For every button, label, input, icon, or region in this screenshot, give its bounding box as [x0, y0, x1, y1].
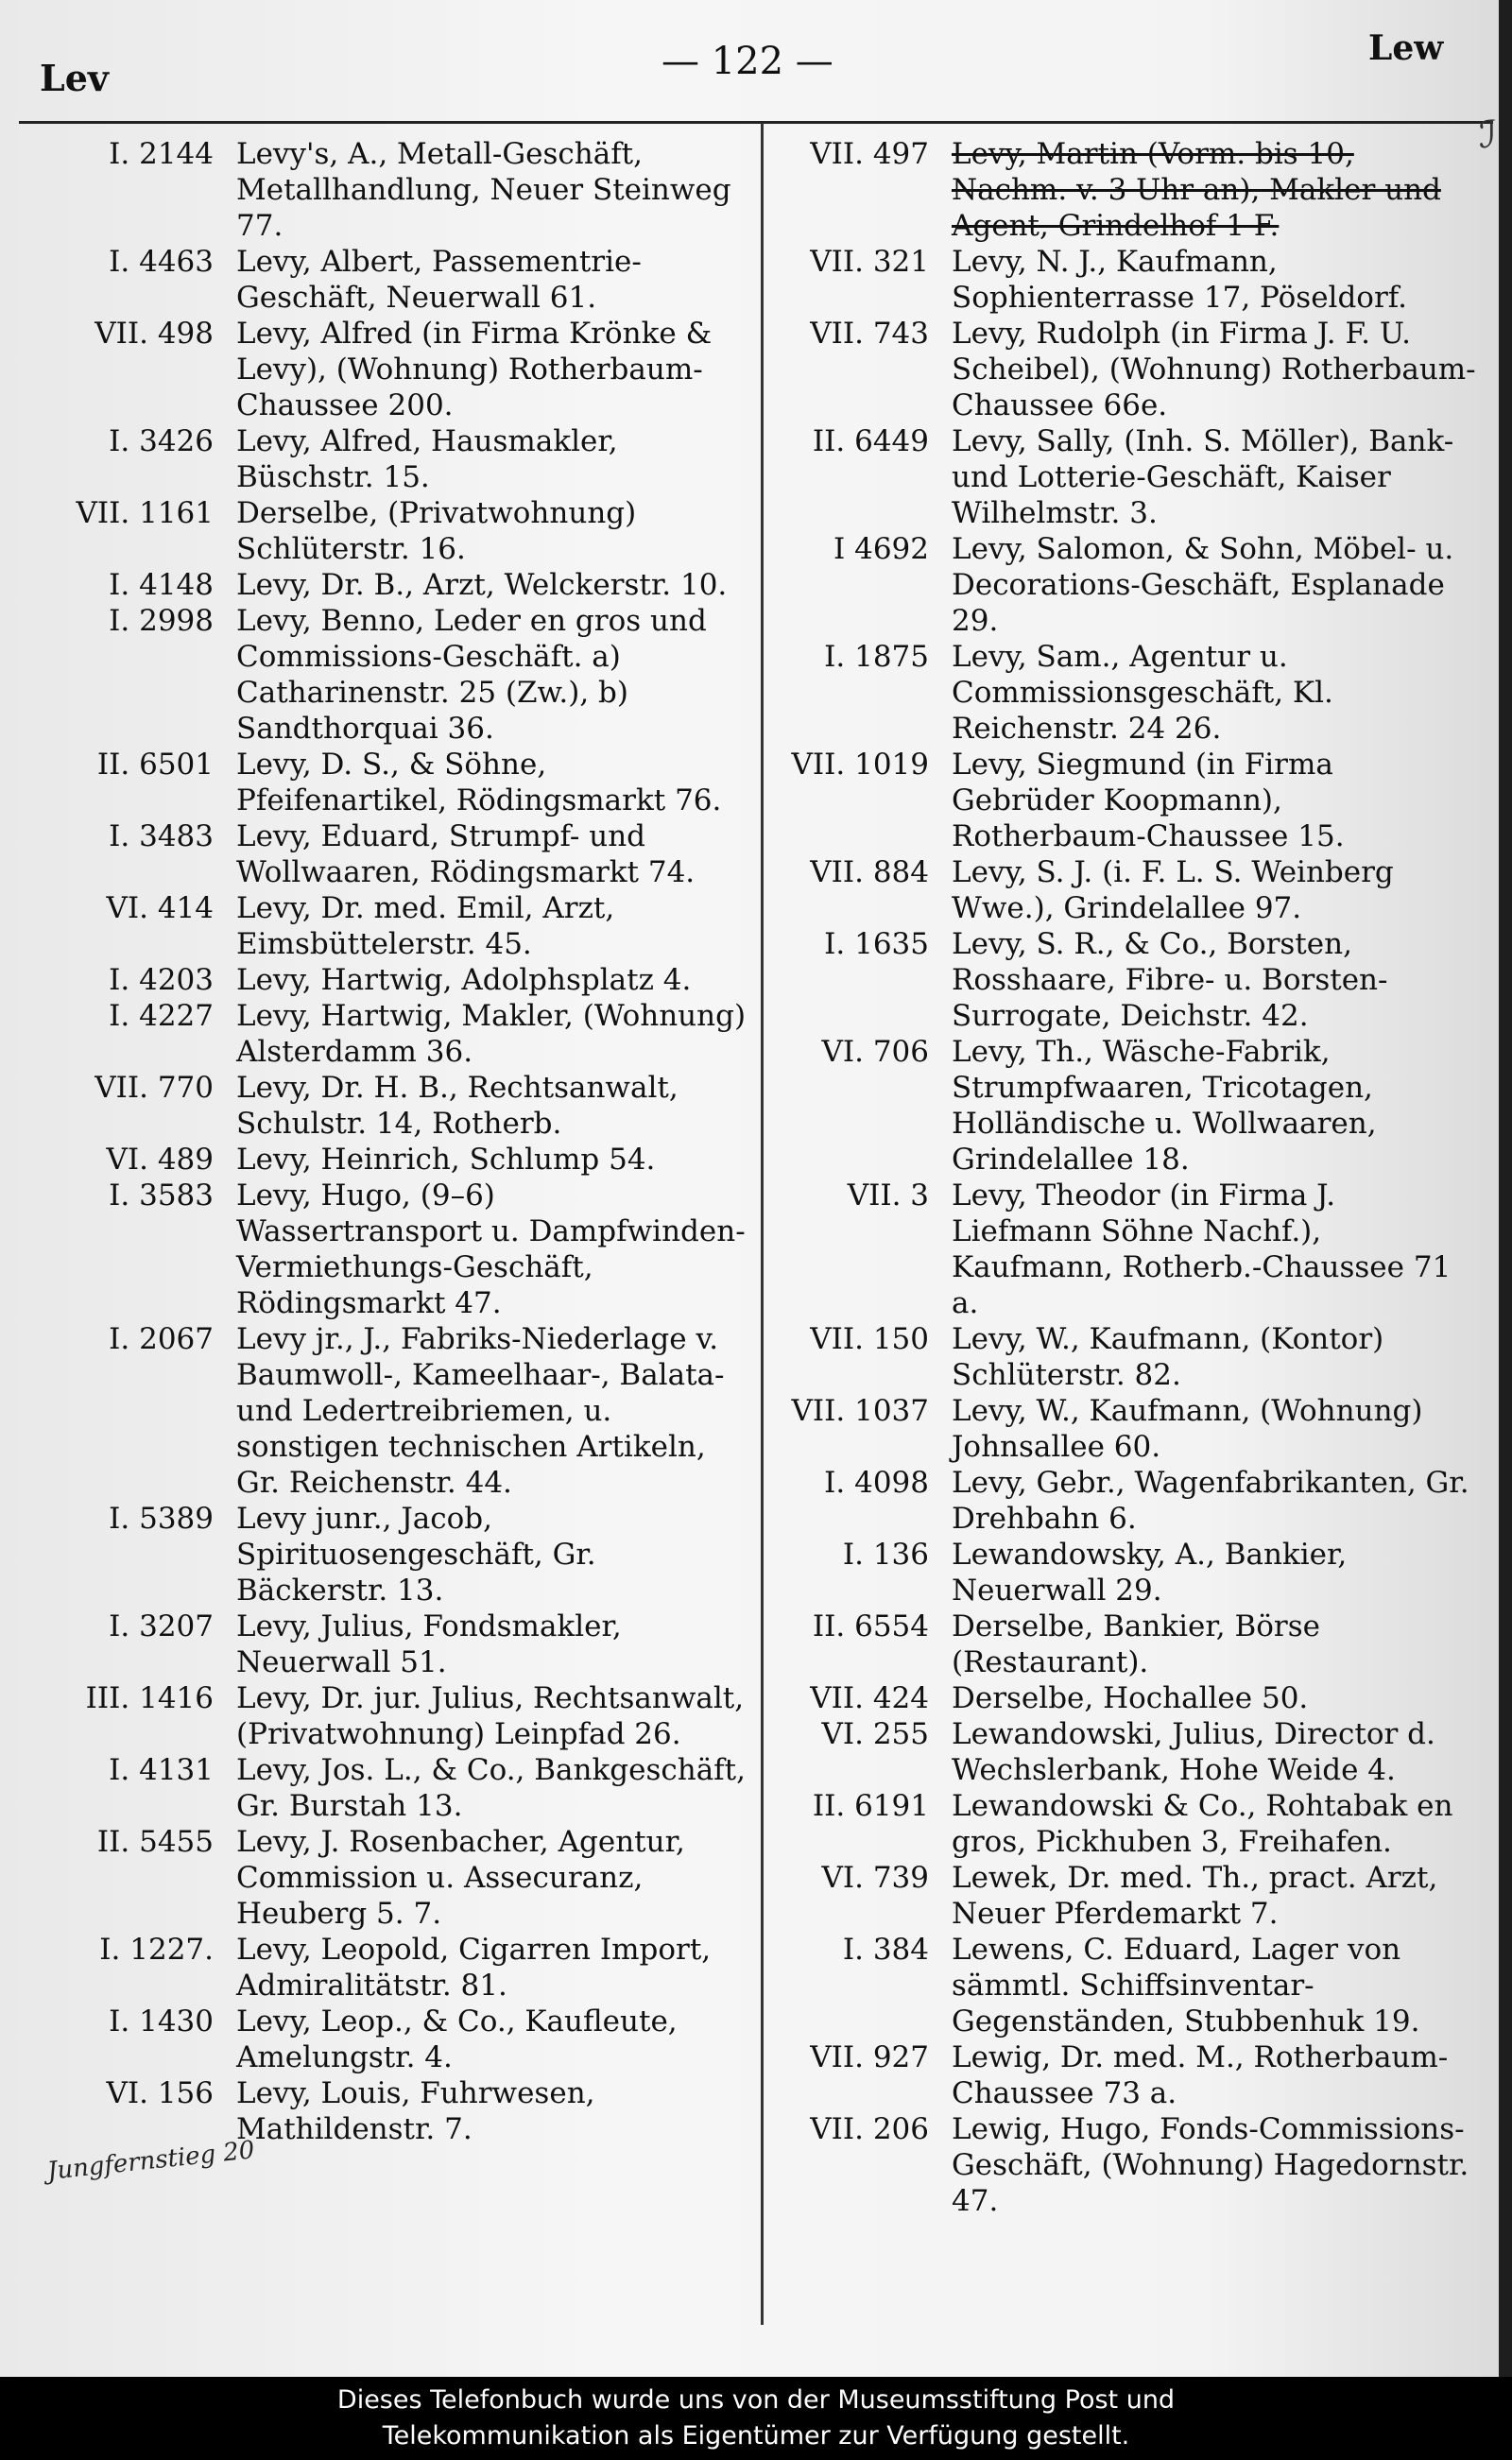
directory-entry — [767, 316, 1476, 423]
phone-number: VI. 156 — [106, 2076, 214, 2110]
phone-number: VII. 1037 — [791, 1394, 929, 1428]
phone-number: I. 3483 — [109, 819, 214, 853]
phone-number: VII. 1019 — [791, 748, 929, 782]
directory-entry — [19, 1752, 747, 1824]
entry-text: Derselbe, (Privatwohnung) Schlüterstr. 16. — [236, 496, 637, 566]
entry-text: Levy, Leop., & Co., Kaufleute, Amelungstr. 4. — [236, 2004, 678, 2074]
entry-text: Levy jr., J., Fabriks-Niederlage v. Baumwoll-, Kameelhaar-, Balata- und Ledertreibriemen, u. sonstigen technischen Artikeln, Gr. Reichenstr. 44. — [236, 1322, 725, 1500]
directory-entry — [767, 531, 1476, 639]
entry-text: Levy, D. S., & Söhne, Pfeifenartikel, Rödingsmarkt 76. — [236, 748, 722, 817]
entry-text: Levy, Louis, Fuhrwesen, Mathildenstr. 7. — [236, 2076, 595, 2146]
header-right: Lew — [1368, 28, 1444, 68]
entry-text: Levy, Sally, (Inh. S. Möller), Bank- und Lotterie-Geschäft, Kaiser Wilhelmstr. 3. — [952, 424, 1454, 530]
entry-text: Levy, N. J., Kaufmann, Sophienterrasse 17, Pöseldorf. — [952, 245, 1408, 315]
entry-text: Levy, Rudolph (in Firma J. F. U. Scheibel), (Wohnung) Rotherbaum-Chaussee 66e. — [952, 317, 1476, 422]
directory-entry — [19, 244, 747, 316]
directory-entry — [19, 1608, 747, 1680]
entry-text: Levy, Albert, Passementrie-Geschäft, Neuerwall 61. — [236, 245, 642, 315]
directory-entry — [767, 2111, 1476, 2219]
entry-text: Levy, S. R., & Co., Borsten, Rosshaare, Fibre- u. Borsten-Surrogate, Deichstr. 42. — [952, 927, 1388, 1033]
entry-text: Levy, Theodor (in Firma J. Liefmann Söhne Nachf.), Kaufmann, Rotherb.-Chaussee 71 a. — [952, 1178, 1452, 1320]
directory-entry — [19, 136, 747, 244]
entry-text: Levy, J. Rosenbacher, Agentur, Commission u. Assecuranz, Heuberg 5. 7. — [236, 1825, 685, 1931]
phone-number: VI. 739 — [821, 1861, 929, 1895]
entry-text: Derselbe, Bankier, Börse (Restaurant). — [952, 1609, 1320, 1679]
column-divider — [761, 123, 764, 2325]
phone-number: I. 1635 — [824, 927, 929, 961]
phone-number: VII. 3 — [847, 1178, 929, 1213]
directory-entry — [19, 567, 747, 603]
phone-number: I. 2067 — [109, 1322, 214, 1356]
directory-entry — [767, 926, 1476, 1034]
entry-text: Levy, Heinrich, Schlump 54. — [236, 1143, 656, 1177]
directory-entry — [767, 423, 1476, 531]
phone-number: I 4692 — [833, 532, 929, 566]
phone-number: VI. 706 — [821, 1035, 929, 1069]
phone-number: I. 4131 — [109, 1753, 214, 1787]
entry-text: Levy, Salomon, & Sohn, Möbel- u. Decorations-Geschäft, Esplanade 29. — [952, 532, 1454, 638]
left-column — [19, 136, 747, 2147]
directory-entry — [767, 854, 1476, 926]
phone-number: I. 3207 — [109, 1609, 214, 1643]
directory-entry — [19, 603, 747, 747]
phone-number: I. 1227. — [99, 1933, 214, 1967]
header-rule — [19, 121, 1493, 124]
directory-entry — [19, 1824, 747, 1932]
phone-number: I. 384 — [842, 1933, 929, 1967]
phone-number: I. 4203 — [109, 963, 214, 997]
entry-text: Levy, W., Kaufmann, (Kontor) Schlüterstr. 82. — [952, 1322, 1384, 1392]
phone-number: I. 2144 — [109, 137, 214, 171]
entry-text: Levy, Benno, Leder en gros und Commissions-Geschäft. a) Catharinenstr. 25 (Zw.), b) Sandthorquai 36. — [236, 604, 707, 746]
phone-number: VI. 489 — [106, 1143, 214, 1177]
directory-entry — [19, 2004, 747, 2075]
entry-text: Levy, Th., Wäsche-Fabrik, Strumpfwaaren, Tricotagen, Holländische u. Wollwaaren, Grindelallee 18. — [952, 1035, 1377, 1177]
directory-entry — [767, 1932, 1476, 2039]
phone-number: I. 4098 — [824, 1466, 929, 1500]
phone-number: VI. 414 — [106, 891, 214, 925]
directory-entry — [19, 890, 747, 962]
directory-entry — [767, 2039, 1476, 2111]
phone-number: VII. 927 — [810, 2040, 929, 2074]
phone-number: II. 6554 — [812, 1609, 929, 1643]
entry-text: Lewens, C. Eduard, Lager von sämmtl. Schiffsinventar-Gegenständen, Stubbenhuk 19. — [952, 1933, 1420, 2039]
entry-text: Levy, Dr. med. Emil, Arzt, Eimsbüttelerstr. 45. — [236, 891, 615, 961]
entry-text: Lewandowsky, A., Bankier, Neuerwall 29. — [952, 1538, 1348, 1608]
entry-text: Levy, Hartwig, Makler, (Wohnung) Alsterdamm 36. — [236, 999, 747, 1069]
directory-entry — [767, 747, 1476, 854]
directory-entry — [767, 1537, 1476, 1608]
directory-entry — [767, 1788, 1476, 1860]
phone-number: II. 6501 — [96, 748, 214, 782]
directory-entry — [767, 639, 1476, 747]
directory-entry — [19, 1932, 747, 2004]
footer — [0, 2377, 1512, 2460]
phone-number: I. 4463 — [109, 245, 214, 279]
phone-number: VII. 206 — [810, 2112, 929, 2146]
phone-number: I. 4148 — [109, 568, 214, 602]
phone-number: VII. 1161 — [76, 496, 214, 530]
entry-text: Lewandowski, Julius, Director d. Wechslerbank, Hohe Weide 4. — [952, 1717, 1435, 1787]
phone-number: I. 1430 — [109, 2004, 214, 2039]
footer-line-1: Dieses Telefonbuch wurde uns von der Museumsstiftung Post und — [336, 2385, 1176, 2415]
header-left: Lev — [40, 57, 109, 99]
directory-entry — [19, 998, 747, 1070]
directory-entry — [767, 1393, 1476, 1465]
phone-number: II. 6449 — [812, 424, 929, 458]
entry-text: Levy, Alfred (in Firma Krönke & Levy), (Wohnung) Rotherbaum-Chaussee 200. — [236, 317, 713, 422]
directory-entry — [19, 747, 747, 818]
entry-text: Levy, S. J. (i. F. L. S. Weinberg Wwe.), Grindelallee 97. — [952, 855, 1394, 925]
footer-line-2: Telekommunikation als Eigentümer zur Verfügung gestellt. — [382, 2421, 1130, 2451]
directory-entry — [19, 962, 747, 998]
entry-text: Levy, Dr. jur. Julius, Rechtsanwalt, (Privatwohnung) Leinpfad 26. — [236, 1681, 745, 1751]
directory-entry — [767, 1608, 1476, 1680]
phone-number: I. 5389 — [109, 1502, 214, 1536]
entry-text: Lewig, Dr. med. M., Rotherbaum-Chaussee 73 a. — [952, 2040, 1449, 2110]
directory-entry — [19, 1680, 747, 1752]
phone-number: I. 4227 — [109, 999, 214, 1033]
entry-text: Levy, Gebr., Wagenfabrikanten, Gr. Drehbahn 6. — [952, 1466, 1469, 1536]
phone-number: VII. 743 — [810, 317, 929, 351]
directory-entry — [19, 423, 747, 495]
directory-entry — [19, 495, 747, 567]
entry-text: Lewek, Dr. med. Th., pract. Arzt, Neuer Pferdemarkt 7. — [952, 1861, 1438, 1931]
phone-number: I. 136 — [842, 1538, 929, 1572]
directory-entry — [767, 244, 1476, 316]
phone-number: VI. 255 — [821, 1717, 929, 1751]
entry-text: Levy, Alfred, Hausmakler, Büschstr. 15. — [236, 424, 618, 494]
entry-text: Levy, Hugo, (9–6) Wassertransport u. Dampfwinden-Vermiethungs-Geschäft, Rödingsmarkt 47. — [236, 1178, 746, 1320]
directory-entry — [767, 136, 1476, 244]
entry-text: Levy, W., Kaufmann, (Wohnung) Johnsallee 60. — [952, 1394, 1423, 1464]
entry-text: Levy, Sam., Agentur u. Commissionsgeschäft, Kl. Reichenstr. 24 26. — [952, 640, 1333, 746]
right-column — [767, 136, 1476, 2219]
directory-entry — [767, 1716, 1476, 1788]
entry-text: Levy, Hartwig, Adolphsplatz 4. — [236, 963, 692, 997]
entry-text: Lewandowski & Co., Rohtabak en gros, Pickhuben 3, Freihafen. — [952, 1789, 1453, 1859]
directory-entry — [767, 1465, 1476, 1537]
directory-entry — [19, 818, 747, 890]
handwritten-note: Jungfernstieg 20 — [45, 2136, 256, 2187]
directory-entry — [19, 1501, 747, 1608]
margin-mark: ℐ — [1479, 113, 1497, 157]
entry-text: Levy's, A., Metall-Geschäft, Metallhandlung, Neuer Steinweg 77. — [236, 137, 731, 243]
phone-number: I. 1875 — [824, 640, 929, 674]
directory-entry — [19, 316, 747, 423]
entry-text: Derselbe, Hochallee 50. — [952, 1681, 1309, 1715]
phone-number: I. 3583 — [109, 1178, 214, 1213]
entry-text: Levy, Leopold, Cigarren Import, Admiralitätstr. 81. — [236, 1933, 712, 2003]
entry-text: Levy, Eduard, Strumpf- und Wollwaaren, Rödingsmarkt 74. — [236, 819, 696, 889]
entry-text: Levy, Siegmund (in Firma Gebrüder Koopmann), Rotherbaum-Chaussee 15. — [952, 748, 1345, 853]
phone-number: VII. 321 — [810, 245, 929, 279]
entry-text: Levy junr., Jacob, Spirituosengeschäft, Gr. Bäckerstr. 13. — [236, 1502, 596, 1608]
entry-text: Levy, Julius, Fondsmakler, Neuerwall 51. — [236, 1609, 622, 1679]
entry-text: Levy, Dr. H. B., Rechtsanwalt, Schulstr. 14, Rotherb. — [236, 1071, 679, 1141]
directory-entry — [19, 1142, 747, 1178]
entry-text: Levy, Dr. B., Arzt, Welckerstr. 10. — [236, 568, 728, 602]
entry-text: Levy, Martin (Vorm. bis 10, Nachm. v. 3 Uhr an), Makler und Agent, Grindelhof 1 F. — [952, 137, 1441, 243]
phone-number: VII. 150 — [810, 1322, 929, 1356]
entry-text: Levy, Jos. L., & Co., Bankgeschäft, Gr. Burstah 13. — [236, 1753, 746, 1823]
phone-number: III. 1416 — [85, 1681, 214, 1715]
directory-entry — [19, 2075, 747, 2147]
phone-number: VII. 884 — [810, 855, 929, 889]
page-edge — [1499, 0, 1512, 2377]
directory-entry — [767, 1860, 1476, 1932]
phone-number: I. 2998 — [109, 604, 214, 638]
directory-entry — [767, 1178, 1476, 1321]
directory-entry — [19, 1178, 747, 1321]
entry-text: Lewig, Hugo, Fonds-Commissions-Geschäft, (Wohnung) Hagedornstr. 47. — [952, 2112, 1469, 2218]
phone-number: II. 5455 — [96, 1825, 214, 1859]
phone-number: II. 6191 — [812, 1789, 929, 1823]
phone-number: VII. 424 — [810, 1681, 929, 1715]
phone-number: VII. 498 — [94, 317, 214, 351]
directory-entry — [767, 1034, 1476, 1178]
directory-entry — [767, 1680, 1476, 1716]
directory-entry — [19, 1321, 747, 1501]
directory-entry — [767, 1321, 1476, 1393]
directory-entry — [19, 1070, 747, 1142]
page-number: — 122 — — [662, 40, 833, 83]
phone-number: VII. 497 — [810, 137, 929, 171]
phone-number: VII. 770 — [94, 1071, 214, 1105]
phone-number: I. 3426 — [109, 424, 214, 458]
